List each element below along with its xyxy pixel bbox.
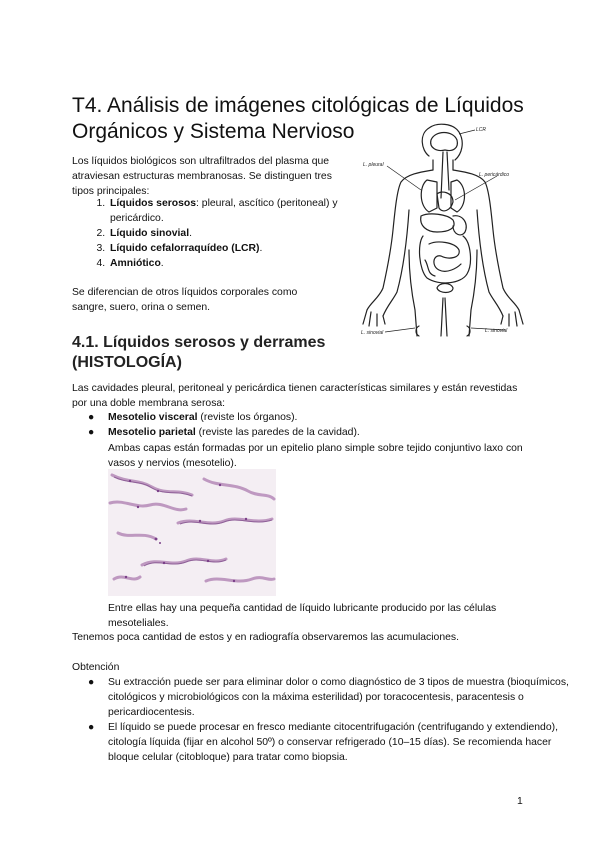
label-pleural: L. pleural [363, 162, 384, 168]
intro-paragraph-2: Se diferencian de otros líquidos corporales como sangre, suero, orina o semen. [72, 287, 298, 313]
bullet-icon: ● [88, 722, 95, 733]
intro-paragraph: Los líquidos biológicos son ultrafiltrados del plasma que atraviesan estructuras membranosas. Se distinguen tres tipos principales: [72, 156, 332, 197]
label-lcr: LCR [476, 127, 487, 133]
tenemos-paragraph: Tenemos poca cantidad de estos y en radiografía observaremos las acumulaciones. [72, 632, 459, 643]
page-number: 1 [517, 796, 523, 807]
section-heading: 4.1. Líquidos serosos y derrames (HISTOLOGÍA) [72, 334, 326, 371]
ambas-paragraph: Ambas capas están formadas por un epitelio plano simple sobre tejido conjuntivo laxo con vasos y nervios (mesotelio). [108, 443, 523, 469]
list-item: ● El líquido se puede procesar en fresco mediante citocentrifugación (centrifugando y extendiendo), citología líquida (fijar en alcohol 50º) o conservar refrigerado (10–15 días). Se recomienda hacer bloque celular (citobloque) para tratar como biopsia. [88, 722, 558, 763]
obtencion-list [72, 675, 578, 765]
label-sinovial-right: L. sinovial [485, 328, 508, 334]
list-item: 3. Líquido cefalorraquídeo (LCR). [108, 241, 390, 256]
entre-paragraph: Entre ellas hay una pequeña cantidad de líquido lubricante producido por las células mesoteliales. [108, 603, 497, 629]
list-item: ● Mesotelio parietal (reviste las paredes de la cavidad). [88, 427, 360, 438]
list-item: ● Mesotelio visceral (reviste los órganos). [88, 412, 298, 423]
mesotelio-list [72, 410, 568, 440]
list-item: 4. Amniótico. [108, 256, 390, 271]
fluid-types-list [72, 196, 390, 271]
label-sinovial-left: L. sinovial [361, 330, 384, 336]
bullet-icon: ● [88, 412, 95, 423]
list-item: 1. Líquidos serosos: pleural, ascítico (peritoneal) y pericárdico. [108, 196, 390, 226]
bullet-icon: ● [88, 427, 95, 438]
cavities-paragraph: Las cavidades pleural, peritoneal y pericárdica tienen características similares y están revestidas por una doble membrana serosa: [72, 383, 518, 409]
list-item: ● Su extracción puede ser para eliminar dolor o como diagnóstico de 3 tipos de muestra (bioquímicos, citológicos y microbiológicos con la máxima esterilidad) por toracocentesis, paracentesis o pericardiocentesis. [88, 677, 569, 718]
body-anatomy-figure [357, 120, 527, 338]
obtencion-heading: Obtención [72, 662, 120, 673]
bullet-icon: ● [88, 677, 95, 688]
page-title: T4. Análisis de imágenes citológicas de Líquidos Orgánicos y Sistema Nervioso [72, 94, 524, 143]
histology-image [108, 469, 276, 596]
label-pericardico: L. pericárdico [479, 172, 510, 178]
list-item: 2. Líquido sinovial. [108, 226, 390, 241]
